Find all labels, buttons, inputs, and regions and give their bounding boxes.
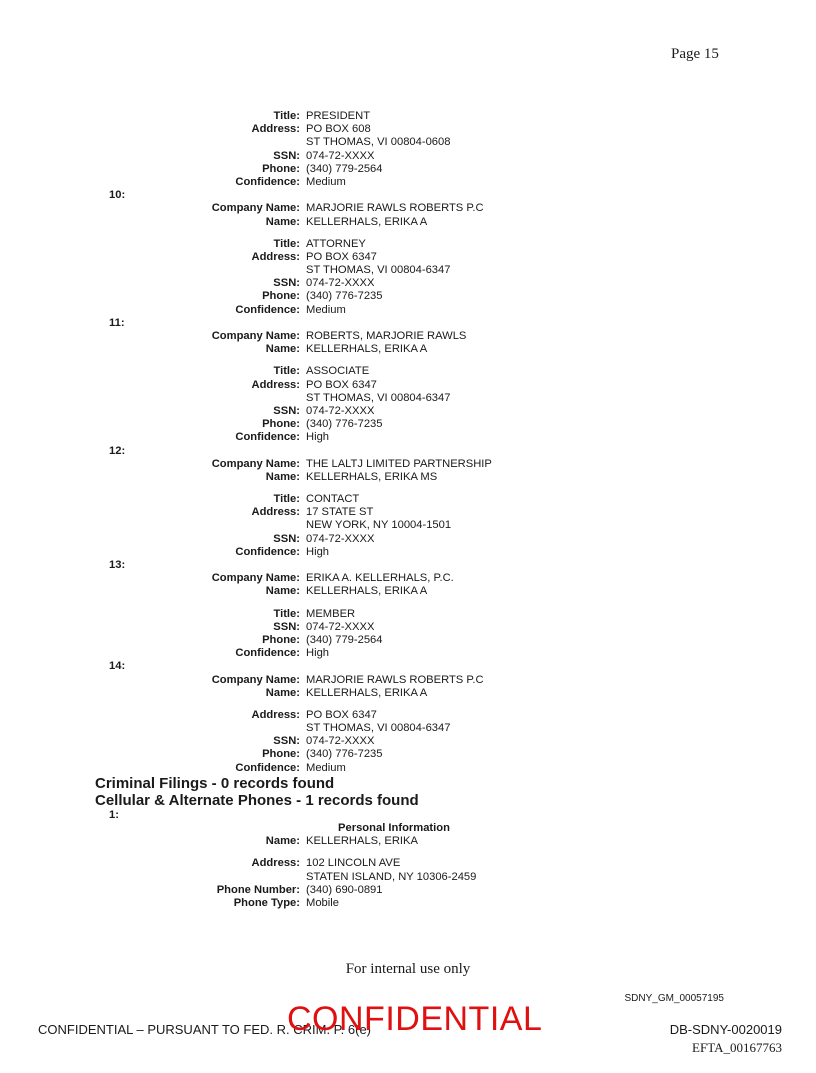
field-label: SSN: <box>273 149 300 162</box>
criminal-filings-heading: Criminal Filings - 0 records found <box>95 774 335 792</box>
record-field-row <box>0 251 816 264</box>
field-label: SSN: <box>273 620 300 633</box>
field-value: High <box>306 431 330 444</box>
field-value: Medium <box>306 761 346 774</box>
field-value: ST THOMAS, VI 00804-6347 <box>306 264 451 277</box>
spacer <box>0 484 816 493</box>
record-field-row <box>0 519 816 532</box>
record-number: 12: <box>109 444 126 457</box>
field-value: NEW YORK, NY 10004-1501 <box>306 519 452 532</box>
field-label: Company Name: <box>211 330 300 342</box>
field-label: Confidence: <box>235 545 300 558</box>
record-number-row <box>0 809 816 822</box>
record-field-row <box>0 110 816 123</box>
field-value: (340) 779-2564 <box>306 162 383 175</box>
record-field-row <box>0 431 816 444</box>
field-value: MARJORIE RAWLS ROBERTS P.C <box>306 673 484 686</box>
field-value: MEMBER <box>306 607 356 620</box>
field-label: Name: <box>265 686 300 699</box>
record-field-row <box>0 709 816 722</box>
report-content <box>0 110 816 910</box>
field-label: Phone: <box>262 290 300 303</box>
record-number: 1: <box>109 808 119 821</box>
record-number-row <box>0 189 816 202</box>
field-label: Phone: <box>262 748 300 761</box>
page-number: Page 15 <box>671 46 719 62</box>
field-label: Phone: <box>262 418 300 431</box>
record-field-row <box>0 123 816 136</box>
field-label: Company Name: <box>211 673 300 686</box>
field-value: ST THOMAS, VI 00804-6347 <box>306 391 451 404</box>
record-field-row <box>0 392 816 405</box>
record-number: 11: <box>109 316 125 329</box>
bates-small: SDNY_GM_00057195 <box>624 993 724 1004</box>
field-label: Title: <box>273 607 300 620</box>
record-number: 10: <box>109 189 126 202</box>
record-field-row <box>0 722 816 735</box>
field-value: PO BOX 6347 <box>306 708 377 721</box>
field-value: 074-72-XXXX <box>306 620 375 633</box>
confidential-stamp: CONFIDENTIAL <box>287 1000 543 1038</box>
field-label: Name: <box>265 215 300 228</box>
field-value: 074-72-XXXX <box>306 532 375 545</box>
field-label: SSN: <box>273 404 300 417</box>
record-field-row <box>0 647 816 660</box>
record-field-row <box>0 634 816 647</box>
field-value: High <box>306 545 330 558</box>
field-label: Phone: <box>262 162 300 175</box>
field-value: ROBERTS, MARJORIE RAWLS <box>306 330 467 342</box>
record-field-row <box>0 136 816 149</box>
spacer <box>0 356 816 365</box>
field-label: Address: <box>251 123 300 136</box>
record-field-row <box>0 621 816 634</box>
field-label: Company Name: <box>211 202 300 215</box>
field-label: Confidence: <box>235 303 300 316</box>
field-value: ST THOMAS, VI 00804-0608 <box>306 136 451 149</box>
field-label: Phone: <box>262 633 300 646</box>
field-label: Confidence: <box>235 175 300 188</box>
record-head-row <box>0 572 816 585</box>
record-field-row <box>0 264 816 277</box>
record-field-row <box>0 304 816 317</box>
field-value: KELLERHALS, ERIKA A <box>306 686 428 699</box>
field-label: Address: <box>251 250 300 263</box>
record-field-row <box>0 857 816 870</box>
field-value: ATTORNEY <box>306 237 366 250</box>
field-label: SSN: <box>273 735 300 748</box>
field-value: ST THOMAS, VI 00804-6347 <box>306 722 451 735</box>
record-field-row <box>0 884 816 897</box>
field-value: (340) 776-7235 <box>306 418 383 431</box>
field-label: Address: <box>251 708 300 721</box>
record-number-row <box>0 317 816 330</box>
record-field-row <box>0 493 816 506</box>
record-field-row <box>0 897 816 910</box>
field-label: Title: <box>273 237 300 250</box>
record-field-row <box>0 379 816 392</box>
record-field-row <box>0 150 816 163</box>
internal-use-note: For internal use only <box>345 961 471 977</box>
field-value: ERIKA A. KELLERHALS, P.C. <box>306 572 454 585</box>
record-field-row <box>0 506 816 519</box>
field-label: Phone Number: <box>216 883 300 896</box>
field-value: 074-72-XXXX <box>306 404 375 417</box>
field-value: 102 LINCOLN AVE <box>306 857 401 870</box>
record-head-row <box>0 458 816 471</box>
record-field-row <box>0 405 816 418</box>
field-value: (340) 776-7235 <box>306 748 383 761</box>
field-value: KELLERHALS, ERIKA A <box>306 215 428 228</box>
field-label: Name: <box>265 470 300 483</box>
spacer <box>0 599 816 608</box>
field-value: 074-72-XXXX <box>306 149 375 162</box>
field-value: ASSOCIATE <box>306 365 370 378</box>
record-field-row <box>0 163 816 176</box>
record-number-row <box>0 559 816 572</box>
record-field-row <box>0 238 816 251</box>
field-label: Phone Type: <box>233 896 300 909</box>
field-label: Title: <box>273 493 300 506</box>
field-label: Name: <box>265 343 300 356</box>
spacer <box>0 700 816 709</box>
cellular-phones-heading: Cellular & Alternate Phones - 1 records found <box>95 791 419 809</box>
record-field-row <box>0 762 816 775</box>
field-label: Address: <box>251 857 300 870</box>
field-value: (340) 779-2564 <box>306 633 383 646</box>
record-head-row <box>0 330 816 343</box>
record-head-row <box>0 687 816 700</box>
field-label: Company Name: <box>211 572 300 585</box>
field-value: 074-72-XXXX <box>306 735 375 748</box>
record-field-row <box>0 546 816 559</box>
record-field-row <box>0 608 816 621</box>
field-value: PO BOX 6347 <box>306 378 377 391</box>
field-value: CONTACT <box>306 493 360 506</box>
field-label: Title: <box>273 110 300 122</box>
field-value: PRESIDENT <box>306 110 371 122</box>
record-field-row <box>0 365 816 378</box>
record-field-row <box>0 176 816 189</box>
field-value: (340) 776-7235 <box>306 290 383 303</box>
field-label: Company Name: <box>211 457 300 470</box>
field-label: Name: <box>265 585 300 598</box>
field-label: Name: <box>265 835 300 848</box>
record-field-row <box>0 418 816 431</box>
field-label: Confidence: <box>235 647 300 660</box>
field-label: Confidence: <box>235 431 300 444</box>
field-value: KELLERHALS, ERIKA MS <box>306 470 438 483</box>
record-field-row <box>0 871 816 884</box>
record-number: 14: <box>109 660 126 673</box>
field-value: Mobile <box>306 896 339 909</box>
field-label: Title: <box>273 365 300 378</box>
subheading-row <box>0 822 816 835</box>
record-head-row <box>0 585 816 598</box>
field-value: Medium <box>306 175 346 188</box>
field-value: MARJORIE RAWLS ROBERTS P.C <box>306 202 484 215</box>
field-label: Confidence: <box>235 761 300 774</box>
field-label: Address: <box>251 506 300 519</box>
bates-number: DB-SDNY-0020019 <box>669 1022 782 1037</box>
record-number: 13: <box>109 559 126 571</box>
field-value: PO BOX 6347 <box>306 250 377 263</box>
record-head-row <box>0 343 816 356</box>
field-value: THE LALTJ LIMITED PARTNERSHIP <box>306 457 492 470</box>
field-label: Address: <box>251 378 300 391</box>
field-label: SSN: <box>273 532 300 545</box>
record-head-row <box>0 471 816 484</box>
field-value: High <box>306 647 330 660</box>
personal-info-subheading: Personal Information <box>338 822 450 834</box>
field-value: STATEN ISLAND, NY 10306-2459 <box>306 870 477 883</box>
record-field-row <box>0 290 816 303</box>
record-field-row <box>0 277 816 290</box>
spacer <box>0 848 816 857</box>
record-field-row <box>0 735 816 748</box>
record-head-row <box>0 216 816 229</box>
field-value: (340) 690-0891 <box>306 883 383 896</box>
record-head-row <box>0 674 816 687</box>
field-value: 074-72-XXXX <box>306 277 375 290</box>
efta-number: EFTA_00167763 <box>692 1040 782 1055</box>
field-value: KELLERHALS, ERIKA A <box>306 585 428 598</box>
record-head-row <box>0 202 816 215</box>
record-head-row <box>0 835 816 848</box>
record-field-row <box>0 533 816 546</box>
field-value: PO BOX 608 <box>306 123 371 136</box>
spacer <box>0 229 816 238</box>
field-value: 17 STATE ST <box>306 506 374 519</box>
confidential-notice: CONFIDENTIAL – PURSUANT TO FED. R. CRIM. P. 6(e) <box>38 1022 372 1037</box>
field-value: KELLERHALS, ERIKA A <box>306 343 428 356</box>
record-number-row <box>0 660 816 673</box>
field-value: KELLERHALS, ERIKA <box>306 835 418 848</box>
field-label: SSN: <box>273 277 300 290</box>
record-field-row <box>0 748 816 761</box>
field-value: Medium <box>306 303 346 316</box>
record-number-row <box>0 445 816 458</box>
